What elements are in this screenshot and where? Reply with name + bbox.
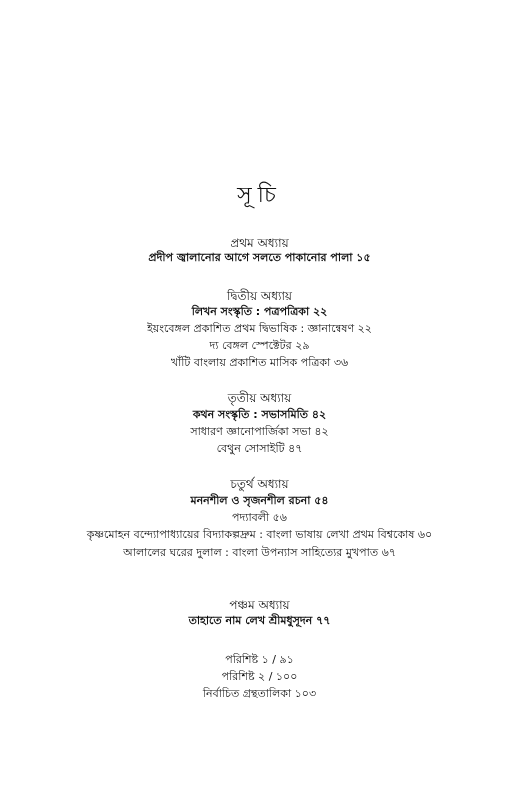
chapter-heading: চতুর্থ অধ্যায় [230, 477, 289, 491]
toc-entry: ইয়ংবেঙ্গল প্রকাশিত প্রথম দ্বিভাষিক : জ্ঞানান্বেষণ ২২ [147, 322, 372, 335]
chapter-heading: পঞ্চম অধ্যায় [229, 598, 290, 612]
chapter-title: মননশীল ও সৃজনশীল রচনা ৫৪ [190, 494, 329, 507]
chapter-heading: প্রথম অধ্যায় [230, 236, 289, 250]
toc-entry: দ্য বেঙ্গল স্পেক্টেটর ২৯ [209, 339, 310, 352]
toc-entry: সাধারণ জ্ঞানোপার্জিকা সভা ৪২ [190, 425, 329, 438]
appendix-entry: পরিশিষ্ট ২ / ১০০ [221, 670, 298, 683]
chapter-heading: দ্বিতীয় অধ্যায় [226, 289, 293, 303]
toc-entry: বেথুন সোসাইটি ৪৭ [216, 442, 303, 455]
chapter-heading: তৃতীয় অধ্যায় [227, 391, 292, 405]
page-title: সূচি [237, 183, 282, 208]
chapter-title: কথন সংস্কৃতি : সভাসমিতি ৪২ [192, 408, 327, 421]
chapter-title: তাহাতে নাম লেখ শ্রীমধুসূদন ৭৭ [188, 614, 331, 627]
chapter-title: লিখন সংস্কৃতি : পত্রপত্রিকা ২২ [191, 305, 328, 318]
toc-entry: পদ্যাবলী ৫৬ [232, 511, 287, 524]
toc-entry: কৃষ্ণমোহন বন্দ্যোপাধ্যায়ের বিদ্যাকল্পদ্রুম : বাংলা ভাষায় লেখা প্রথম বিশ্বকোষ ৬০ [86, 528, 433, 541]
chapter-title: প্রদীপ জ্বালানোর আগে সলতে পাকানোর পালা ১৫ [148, 251, 371, 264]
toc-entry: আলালের ঘরের দুলাল : বাংলা উপন্যাস সাহিত্যের মুখপাত ৬৭ [123, 546, 396, 559]
toc-entry: খাঁটি বাংলায় প্রকাশিত মাসিক পত্রিকা ৩৬ [170, 356, 349, 369]
bibliography-entry: নির্বাচিত গ্রন্থতালিকা ১০৩ [202, 687, 317, 700]
appendix-entry: পরিশিষ্ট ১ / ৯১ [225, 653, 294, 666]
